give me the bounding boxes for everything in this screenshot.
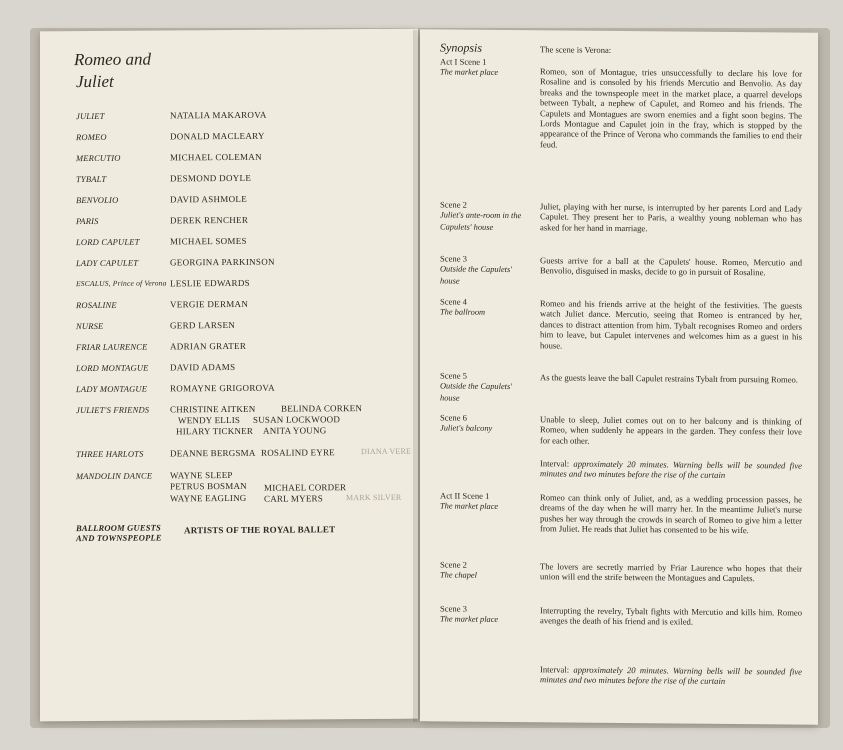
- scene-label: Act I Scene 1 The market place: [440, 56, 499, 78]
- scene-label: Act II Scene 1 The market place: [440, 490, 499, 512]
- cast-row: MERCUTIO MICHAEL COLEMAN: [76, 151, 262, 164]
- interval-note: Interval: approximately 20 minutes. Warning bells will be sounded five minutes and two minutes before the rise of the curtain: [540, 458, 802, 481]
- synopsis-intro: The scene is Verona:: [540, 44, 612, 55]
- scene-label: Scene 2 The chapel: [440, 559, 477, 581]
- scene-text: Interrupting the revelry, Tybalt fights with Mercutio and kills him. Romeo avenges the death of his friend and is exiled.: [540, 605, 802, 628]
- scene-text: Unable to sleep, Juliet comes out on to her balcony and is thinking of Romeo, when suddenly he appears in the garden. They confess their love for each other.: [540, 414, 802, 446]
- cast-row: LADY MONTAGUE ROMAYNE GRIGOROVA: [76, 382, 275, 395]
- cast-row: FRIAR LAURENCE ADRIAN GRATER: [76, 340, 247, 353]
- cast-page: [40, 29, 418, 722]
- scene-text: The lovers are secretly married by Friar Laurence who hopes that their union will end the strife between the Montagues and Capulets.: [540, 561, 802, 584]
- scene-label: Scene 6 Juliet's balcony: [440, 412, 493, 434]
- ballroom-guests-group: BALLROOM GUESTS AND TOWNSPEOPLE ARTISTS OF THE ROYAL BALLET: [76, 522, 336, 544]
- interval-note: Interval: approximately 20 minutes. Warning bells will be sounded five minutes and two minutes before the rise of the curtain: [540, 664, 802, 687]
- ballet-title: Romeo and Juliet: [74, 49, 151, 92]
- scene-text: As the guests leave the ball Capulet restrains Tybalt from pursuing Romeo.: [540, 372, 798, 385]
- synopsis-heading: Synopsis: [440, 40, 482, 55]
- cast-row: PARIS DEREK RENCHER: [76, 214, 249, 227]
- cast-row: JULIET NATALIA MAKAROVA: [76, 109, 267, 122]
- scene-label: Scene 3 The market place: [440, 603, 499, 625]
- cast-row: ROSALINE VERGIE DERMAN: [76, 298, 249, 311]
- cast-row: LORD CAPULET MICHAEL SOMES: [76, 235, 247, 248]
- juliets-friends-group: JULIET'S FRIENDS CHRISTINE AITKEN BELINDA CORKEN WENDY ELLIS SUSAN LOCKWOOD HILARY TICKNER ANITA YOUNG: [76, 403, 363, 437]
- scene-label: Scene 3 Outside the Capulets' house: [440, 253, 513, 286]
- scene-text: Guests arrive for a ball at the Capulets' house. Romeo, Mercutio and Benvolio, disguised in masks, decide to go in pursuit of Rosaline.: [540, 255, 802, 278]
- scene-label: Scene 5 Outside the Capulets' house: [440, 370, 513, 403]
- cast-row: BENVOLIO DAVID ASHMOLE: [76, 193, 247, 206]
- scene-text: Romeo and his friends arrive at the height of the festivities. The guests watch Juliet dance. Mercutio, seeing that Romeo is entranced by her, dances to distract attention from him. Tybalt recognises Romeo and orders him to leave, but Capulet intervenes and welcomes him as a guest in his house.: [540, 298, 802, 351]
- three-harlots-group: THREE HARLOTS DEANNE BERGSMA ROSALIND EYRE DIANA VERE: [76, 446, 412, 460]
- cast-row: ESCALUS, Prince of Verona LESLIE EDWARDS: [76, 277, 250, 289]
- cast-row: TYBALT DESMOND DOYLE: [76, 172, 252, 185]
- scene-text: Juliet, playing with her nurse, is interrupted by her parents Lord and Lady Capulet. They present her to Paris, a wealthy young nobleman who has asked for her hand in marriage.: [540, 201, 802, 234]
- mandolin-dance-group: MANDOLIN DANCE WAYNE SLEEP PETRUS BOSMAN MICHAEL CORDER WAYNE EAGLING CARL MYERS MARK SILVER: [76, 469, 402, 504]
- scene-label: Scene 4 The ballroom: [440, 296, 486, 318]
- cast-row: ROMEO DONALD MACLEARY: [76, 130, 265, 143]
- cast-row: LADY CAPULET GEORGINA PARKINSON: [76, 256, 275, 269]
- scene-text: Romeo can think only of Juliet, and, as a wedding procession passes, he dreams of the day when he will marry her. In the meantime Juliet's nurse pushes her way through the crowds in search of Romeo to give him a letter from Juliet. He reads that Juliet has consented to be his wife.: [540, 492, 802, 536]
- synopsis-page: [420, 29, 818, 724]
- cast-row: NURSE GERD LARSEN: [76, 319, 236, 332]
- scene-label: Scene 2 Juliet's ante-room in the Capulets' house: [440, 199, 522, 232]
- cast-row: LORD MONTAGUE DAVID ADAMS: [76, 361, 236, 374]
- scene-text: Romeo, son of Montague, tries unsuccessfully to declare his love for Rosaline and is consoled by his friends Mercutio and Benvolio. As day breaks and the townspeople meet in the market place, a quarrel develops between Tybalt, a nephew of Capulet, and Romeo and his friends. The Capulets and Montagues are sworn enemies and a fight soon begins. The Lords Montague and Capulet join in the fray, which is stopped by the appearance of the Prince of Verona who commands the families to end their feud.: [540, 66, 802, 150]
